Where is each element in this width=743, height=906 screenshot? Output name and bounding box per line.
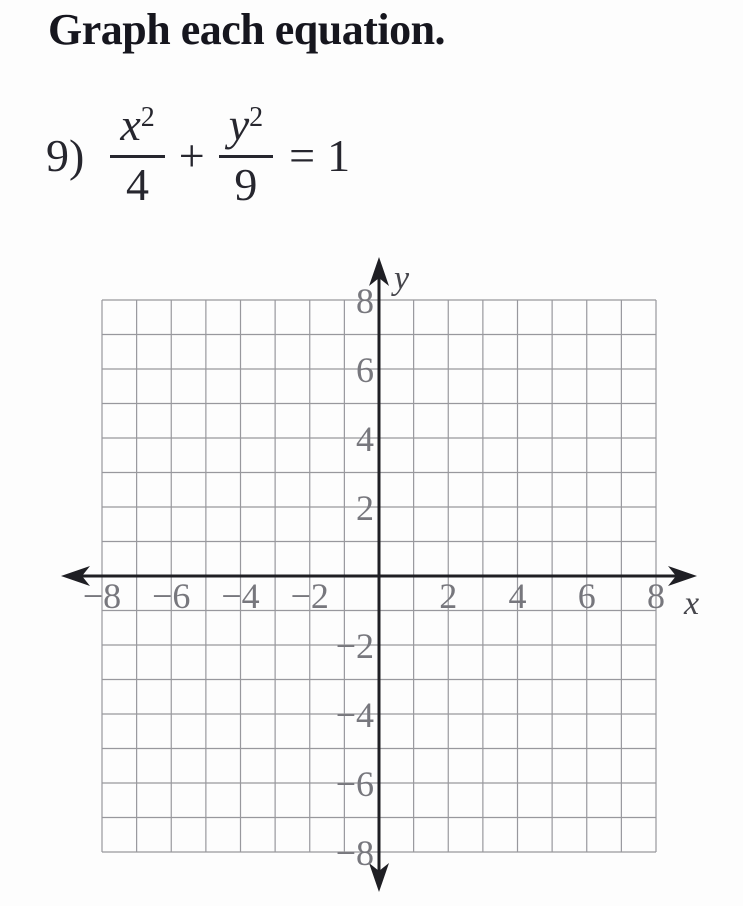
y-tick-label: 8	[356, 281, 374, 321]
y-tick-label: 2	[356, 488, 374, 528]
variable-y: y	[228, 99, 250, 151]
y-axis-label: y	[394, 260, 410, 297]
exponent-2: 2	[249, 102, 264, 134]
page-heading: Graph each equation.	[48, 5, 446, 54]
fraction-denominator: 9	[234, 158, 258, 210]
exponent-2: 2	[140, 102, 155, 134]
x-tick-label: −4	[221, 576, 260, 616]
x-axis-label: x	[684, 585, 700, 622]
plus-operator: +	[178, 129, 205, 181]
equals-sign: =	[289, 129, 316, 181]
y-tick-label: 6	[356, 350, 374, 390]
y-tick-label: −8	[335, 833, 374, 873]
y-tick-label: 4	[356, 419, 374, 459]
y-tick-label: −2	[335, 626, 374, 666]
y-tick-label: −4	[335, 695, 374, 735]
x-tick-label: 6	[577, 576, 596, 616]
y-tick-label: −6	[335, 764, 374, 804]
x-tick-label: 4	[508, 576, 527, 616]
x-tick-label: 8	[647, 576, 665, 616]
x-tick-label: −6	[152, 576, 191, 616]
x-tick-label: −8	[82, 576, 122, 616]
variable-x: x	[120, 99, 141, 151]
x-tick-label: −2	[290, 576, 329, 616]
right-hand-side-value: 1	[327, 129, 351, 181]
problem-number: 9)	[46, 129, 85, 181]
fraction-denominator: 4	[126, 158, 150, 210]
x-tick-label: 2	[439, 576, 458, 616]
